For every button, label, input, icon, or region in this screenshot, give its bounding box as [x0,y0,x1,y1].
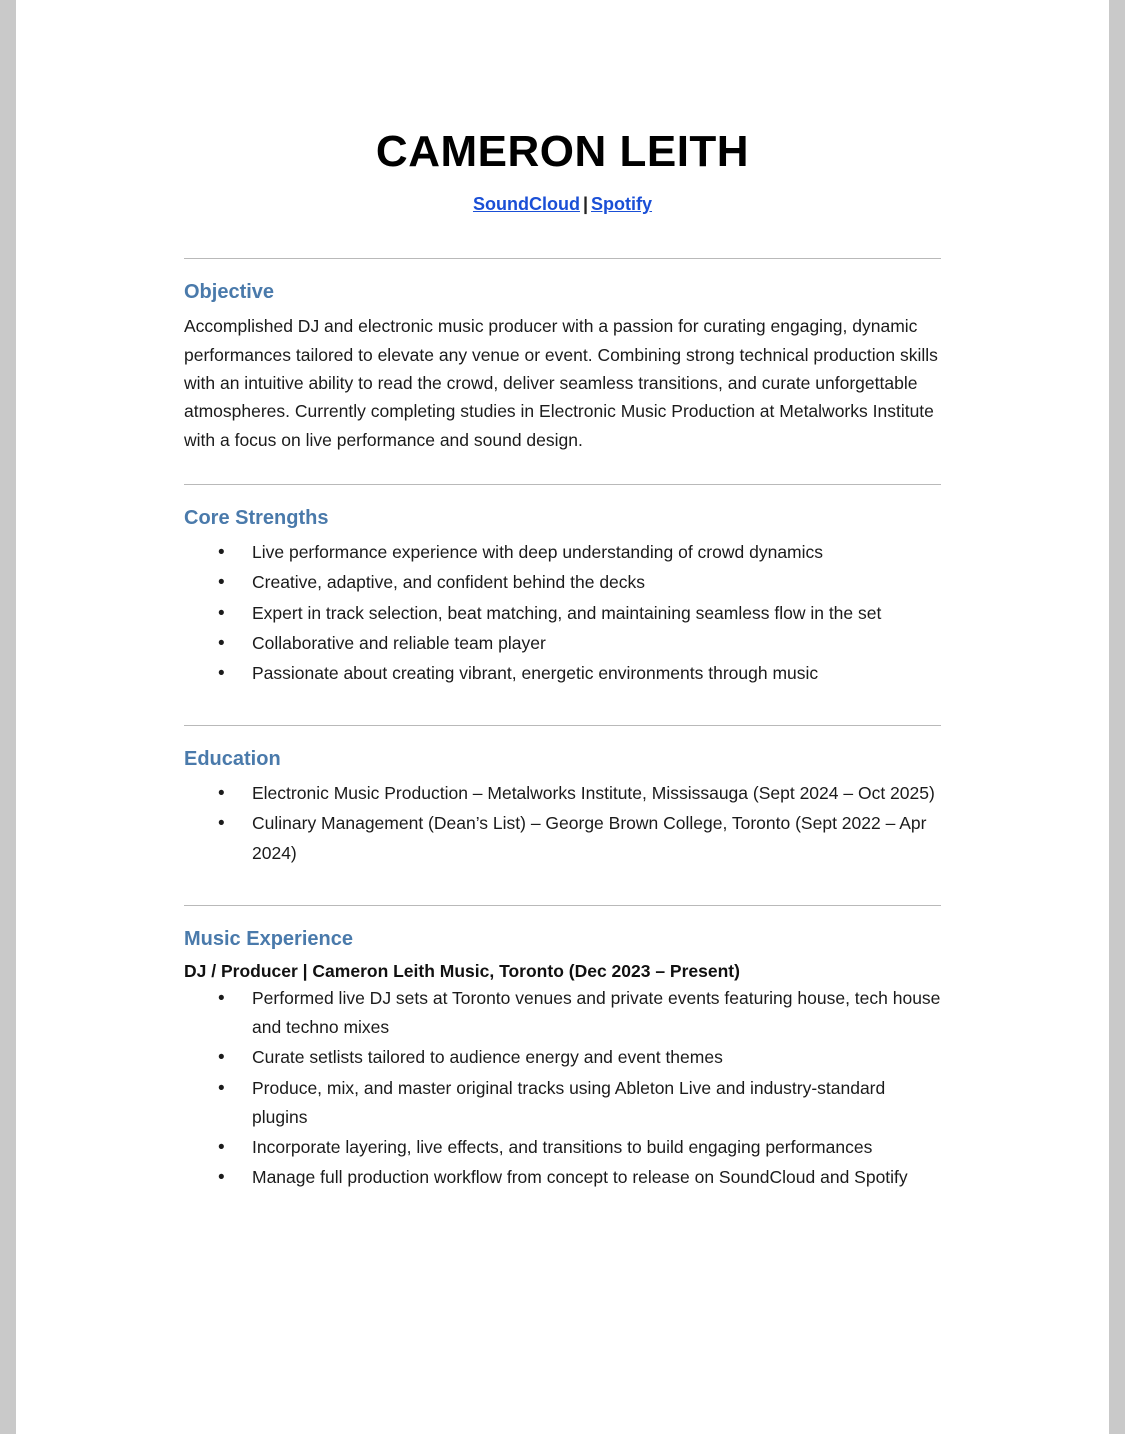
section-music-experience [184,928,941,1193]
section-core-strengths [184,507,941,688]
spacer-core-strengths [184,689,941,725]
core-strengths-list [184,538,941,688]
contact-links [184,194,941,215]
section-title-core-strengths: Core Strengths [184,507,329,530]
list-item: • Culinary Management (Dean’s List) – George Brown College, Toronto (Sept 2022 – Apr 2024) [218,809,941,867]
list-item: • Incorporate layering, live effects, and transitions to build engaging performances [218,1133,941,1162]
list-item: • Produce, mix, and master original tracks using Ableton Live and industry-standard plugins [218,1074,941,1132]
spacer-education [184,869,941,905]
list-item: • Passionate about creating vibrant, energetic environments through music [218,659,941,688]
section-title-objective: Objective [184,281,275,304]
section-education [184,748,941,868]
section-objective [184,281,941,454]
list-item: • Live performance experience with deep understanding of crowd dynamics [218,538,941,567]
divider-top [184,258,941,259]
section-title-education: Education [184,748,281,771]
objective-text: Accomplished DJ and electronic music producer with a passion for curating engaging, dynamic performances tailored to elevate any venue or event. Combining strong technical production skills with an intuitive ability to read the crowd, deliver seamless transitions, and curate unforgettable atmospheres. Currently completing studies in Electronic Music Production at Metalworks Institute with a focus on live performance and sound design. [184,316,938,450]
spacer-objective [184,454,941,484]
page-title: CAMERON LEITH [375,127,750,176]
link-separator: | [582,194,589,215]
list-item: • Manage full production workflow from concept to release on SoundCloud and Spotify [218,1163,941,1192]
list-item: • Curate setlists tailored to audience energy and event themes [218,1043,941,1072]
education-list [184,779,941,868]
list-item: • Creative, adaptive, and confident behind the decks [218,568,941,597]
list-item: • Performed live DJ sets at Toronto venues and private events featuring house, tech house and techno mixes [218,984,941,1042]
soundcloud-link[interactable]: SoundCloud [472,194,580,215]
list-item: • Expert in track selection, beat matching, and maintaining seamless flow in the set [218,599,941,628]
divider-core-strengths [184,725,941,726]
divider-education [184,905,941,906]
job-title: DJ / Producer | Cameron Leith Music, Toronto (Dec 2023 – Present) [184,960,740,981]
music-experience-list [184,984,941,1193]
section-title-music-experience: Music Experience [184,927,353,950]
list-item: • Electronic Music Production – Metalworks Institute, Mississauga (Sept 2024 – Oct 2025) [218,779,941,808]
resume-page [16,0,1109,1434]
list-item: • Collaborative and reliable team player [218,629,941,658]
spotify-link[interactable]: Spotify [591,194,653,215]
divider-objective [184,484,941,485]
